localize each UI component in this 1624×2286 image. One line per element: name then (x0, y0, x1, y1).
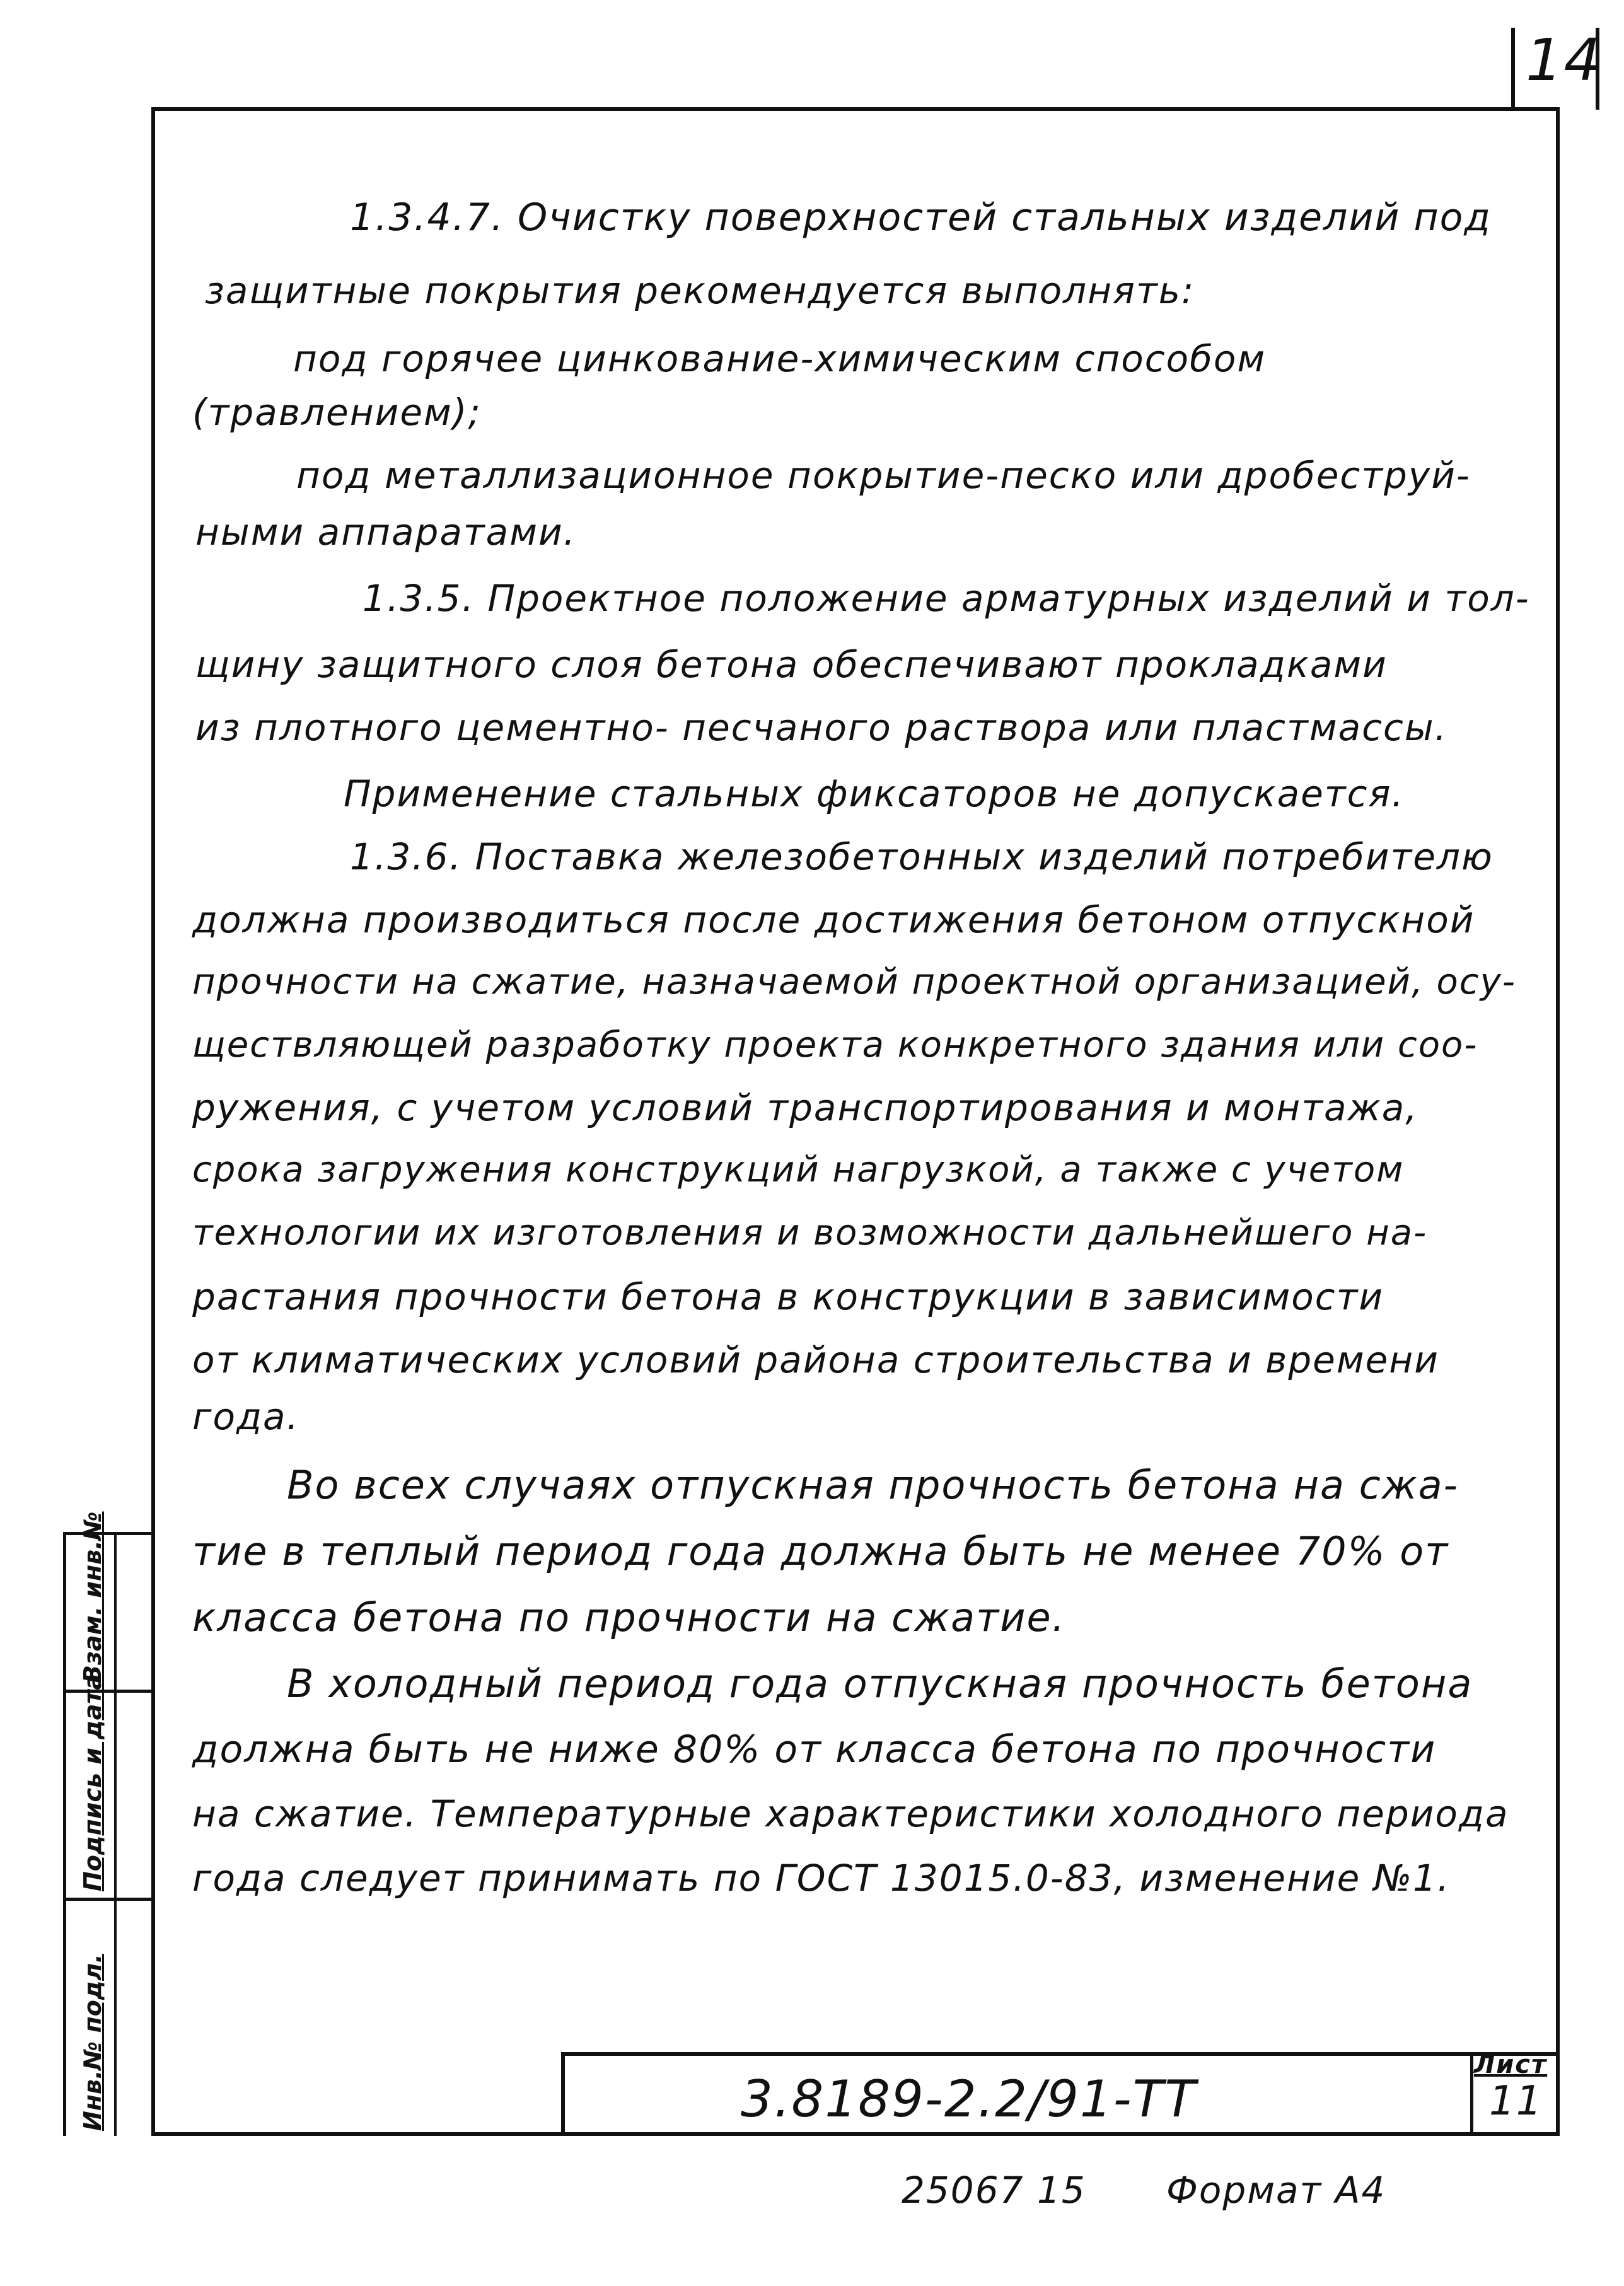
text-line: ружения, с учетом условий транспортирования и монтажа, (192, 1086, 1418, 1129)
text-line: ществляющей разработку проекта конкретного здания или соо- (192, 1024, 1478, 1065)
text-line: класса бетона по прочности на сжатие. (192, 1594, 1066, 1640)
text-line: года следует принимать по ГОСТ 13015.0-83, изменение №1. (192, 1857, 1451, 1900)
text-line: растания прочности бетона в конструкции в зависимости (192, 1275, 1384, 1318)
text-line: В холодный период года отпускная прочность бетона (287, 1661, 1473, 1707)
stamp-label-podpis-data: Подпись и дата (79, 1673, 107, 1891)
text-line: должна быть не ниже 80% от класса бетона по прочности (192, 1727, 1437, 1772)
stamp-label-vzam-inv: Взам. инв.№ (79, 1511, 107, 1683)
text-line: из плотного цементно- песчаного раствора или пластмассы. (195, 706, 1448, 749)
text-line: прочности на сжатие, назначаемой проектной организацией, осу- (192, 961, 1516, 1002)
footer-code: 25067 15 (902, 2169, 1086, 2212)
text-line: срока загружения конструкций нагрузкой, а также с учетом (192, 1149, 1405, 1190)
text-line: под горячее цинкование-химическим способом (293, 337, 1267, 380)
text-line: на сжатие. Температурные характеристики холодного периода (192, 1792, 1509, 1835)
stamp-divider (66, 1898, 151, 1901)
text-line: (травлением); (192, 391, 482, 434)
text-line: года. (192, 1395, 300, 1438)
side-stamp (63, 1511, 151, 2136)
stamp-label-inv-podl: Инв.№ подл. (79, 1954, 107, 2131)
page-number: 14 (1526, 26, 1603, 94)
text-line: 1.3.6. Поставка железобетонных изделий потребителю (350, 835, 1494, 878)
sheet-label: Лист (1474, 2050, 1548, 2079)
title-block-divider (1470, 2056, 1473, 2136)
sheet-number: 11 (1489, 2078, 1543, 2125)
text-line: технологии их изготовления и возможности дальнейшего на- (192, 1212, 1428, 1253)
stamp-divider (114, 1535, 117, 2136)
text-line: от климатических условий района строительства и времени (192, 1338, 1439, 1381)
text-line: 1.3.4.7. Очистку поверхностей стальных изделий под (350, 195, 1492, 240)
text-line: тие в теплый период года должна быть не менее 70% от (192, 1528, 1449, 1574)
text-line: Во всех случаях отпускная прочность бетона на сжа- (287, 1462, 1459, 1508)
document-code: 3.8189-2.2/91-ТТ (741, 2070, 1197, 2128)
text-line: должна производиться после достижения бетоном отпускной (192, 898, 1475, 941)
text-line: под металлизационное покрытие-песко или дробеструй- (296, 454, 1471, 497)
footer-format: Формат А4 (1166, 2169, 1386, 2212)
text-line: Применение стальных фиксаторов не допускается. (344, 772, 1405, 815)
text-line: защитные покрытия рекомендуется выполнять: (205, 269, 1195, 312)
text-line: 1.3.5. Проектное положение арматурных изделий и тол- (362, 577, 1530, 620)
text-line: щину защитного слоя бетона обеспечивают прокладками (195, 643, 1388, 686)
text-line: ными аппаратами. (195, 511, 577, 554)
